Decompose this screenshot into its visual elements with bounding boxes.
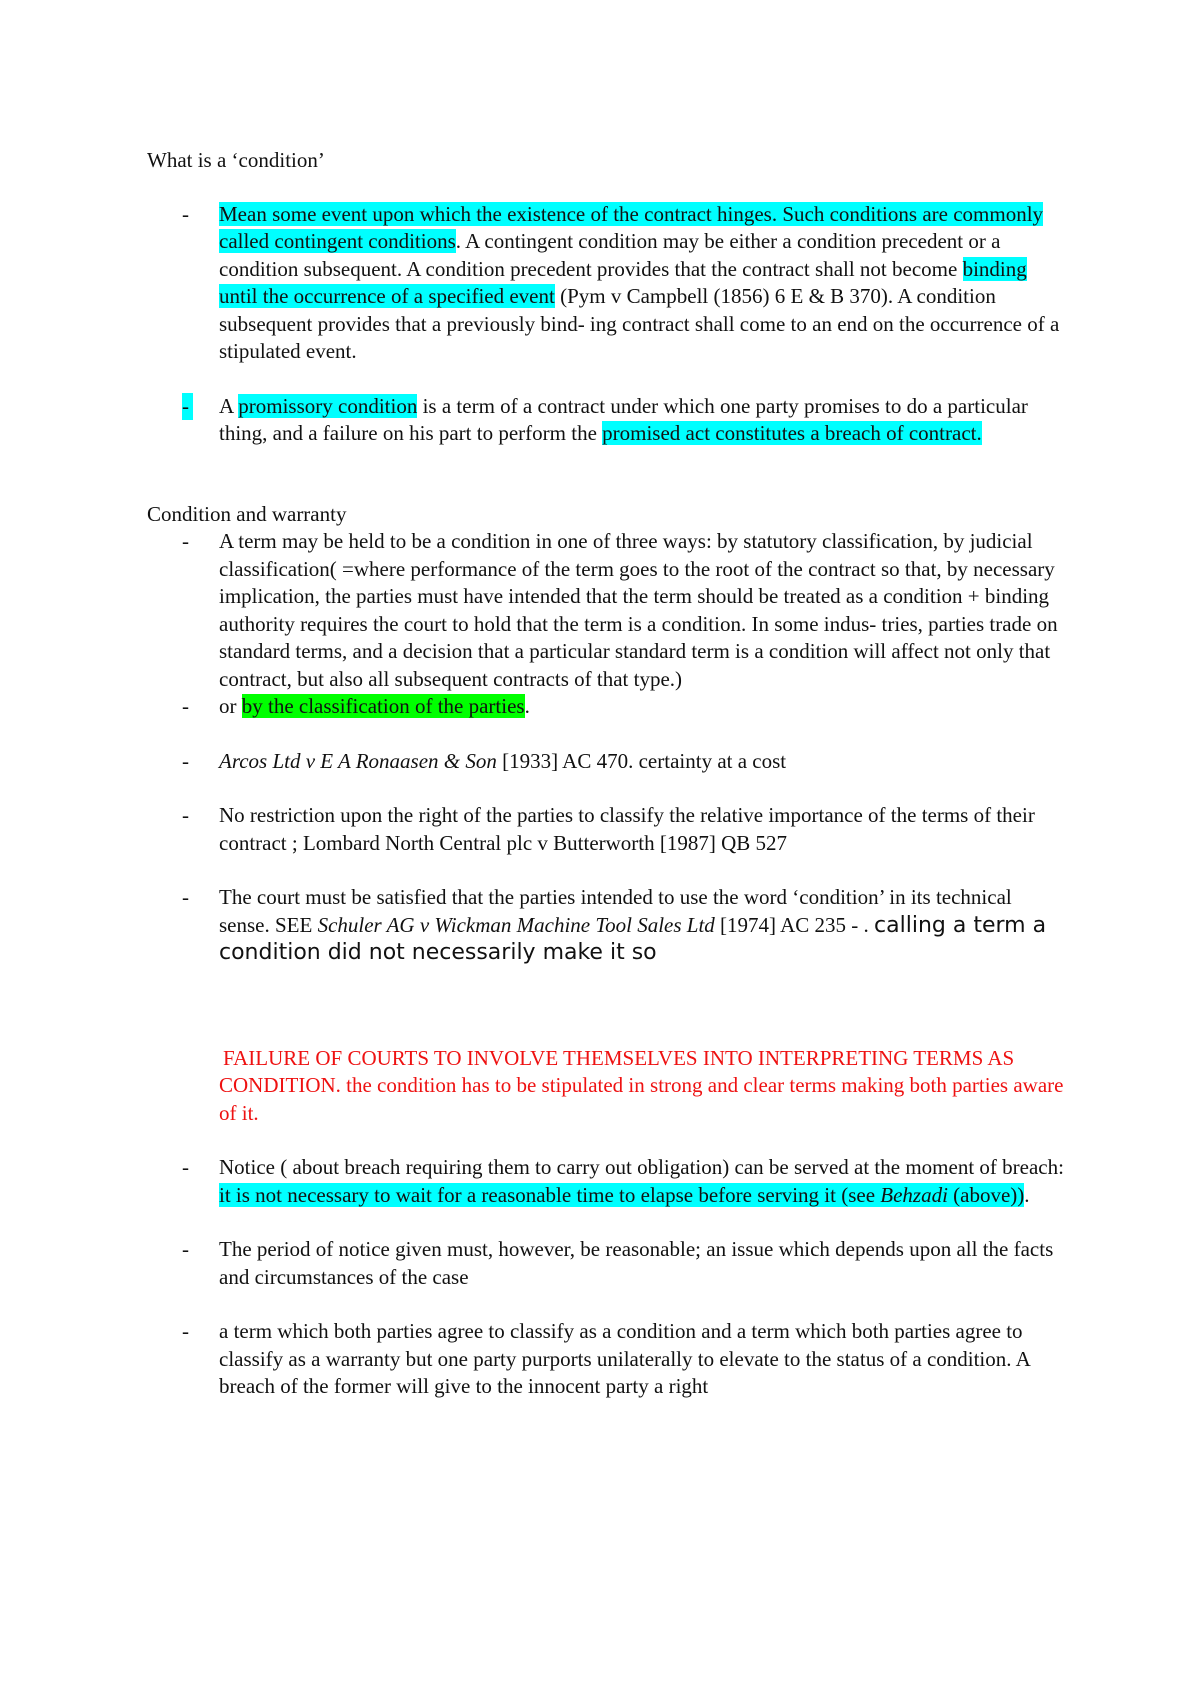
case-arcos: Arcos Ltd v E A Ronaasen & Son <box>219 748 497 773</box>
warranty-list <box>147 528 1067 967</box>
text-lombard: No restriction upon the right of the parties to classify the relative importance of the terms of their contract ; Lombard North Central plc v Butterworth [1987] QB 527 <box>219 803 1035 855</box>
bullet-dash: - <box>182 1319 189 1343</box>
text-promissory-2: is a term of a contract under which one party promises to do a particular thing, and a failure on his part to perform the <box>219 393 1028 445</box>
text-contingent-2: (Pym v Campbell (1856) 6 E & B 370). A condition subsequent provides that a previously bind- ing contract shall come to an end on the occurrence of a stipulated event. <box>219 284 1060 363</box>
highlight-promissory: promissory condition <box>238 393 418 418</box>
bullet-dash: - <box>182 529 189 553</box>
bullet-dash: - <box>182 885 189 909</box>
case-behzadi: Behzadi <box>880 1182 948 1207</box>
condition-list <box>147 201 1067 448</box>
text-or: or <box>219 694 242 718</box>
list-item-notice <box>147 1154 1067 1209</box>
case-schuler: Schuler AG v Wickman Machine Tool Sales Ltd <box>317 912 715 937</box>
list-item-promissory-condition <box>147 393 1067 448</box>
highlight-binding: binding until the occurrence of a specified event <box>219 256 1027 308</box>
text-contingent-1: . A contingent condition may be either a condition precedent or a condition subsequent. A condition precedent provides that the contract shall not become <box>219 229 1001 281</box>
text-notice-2: . <box>1024 1182 1030 1207</box>
highlight-contingent: Mean some event upon which the existence of the contract hinges. Such conditions are commonly called contingent conditions <box>219 201 1044 253</box>
text-term-both-parties: a term which both parties agree to classify as a condition and a term which both parties agree to classify as a warranty but one party purports unilaterally to elevate to the status of a condition. A breach of the former will give to the innocent party a right <box>219 1319 1030 1398</box>
text-period-notice: The period of notice given must, however, be reasonable; an issue which depends upon all the facts and circumstances of the case <box>219 1237 1054 1289</box>
text-promissory-1: A <box>219 393 239 418</box>
red-note-failure-of-courts <box>219 1045 1067 1128</box>
highlight-not-necessary: it is not necessary to wait for a reasonable time to elapse before serving it (see <box>219 1182 881 1207</box>
list-item-period-notice <box>147 1236 1067 1291</box>
bullet-dash: - <box>182 694 189 718</box>
list-item-contingent-condition <box>147 201 1067 366</box>
list-item-classification-parties <box>147 693 1067 721</box>
red-note-upper: FAILURE OF COURTS TO INVOLVE THEMSELVES INTO INTERPRETING TERMS AS CONDITION <box>219 1045 1015 1097</box>
bullet-dash: - <box>182 1155 189 1179</box>
highlight-breach: promised act constitutes a breach of contract. <box>602 421 982 445</box>
bullet-dash: - <box>182 1237 189 1261</box>
bullet-dash: - <box>182 393 193 421</box>
bullet-dash: - <box>182 201 189 226</box>
highlight-classification-parties: by the classification of the parties <box>241 694 525 718</box>
red-note-rest: . the condition has to be stipulated in strong and clear terms making both parties aware of it. <box>219 1073 1064 1125</box>
bullet-dash: - <box>182 803 189 827</box>
document-page <box>147 147 1067 1401</box>
list-item-arcos <box>147 748 1067 776</box>
text-three-ways: A term may be held to be a condition in one of three ways: by statutory classification, by judicial classification( =where performance of the term goes to the root of the contract so that, by necessary implication, the parties must have intended that the term should be treated as a condition + binding authority requires the court to hold that the term is a condition. In some indus- tries, parties trade on standard terms, and a decision that a particular standard term is a condition will affect not only that contract, but also all subsequent contracts of that type.) <box>219 529 1058 691</box>
list-item-schuler <box>147 884 1067 967</box>
highlight-above: (above)) <box>947 1182 1025 1207</box>
text-schuler-2: [1974] AC 235 - . <box>714 912 875 937</box>
heading-what-is-condition: What is a ‘condition’ <box>147 148 325 172</box>
list-item-lombard <box>147 802 1067 857</box>
text-notice-1: Notice ( about breach requiring them to carry out obligation) can be served at the moment of breach: <box>219 1155 1064 1179</box>
heading-condition-warranty: Condition and warranty <box>147 501 347 526</box>
bullet-dash: - <box>182 748 189 773</box>
list-item-three-ways <box>147 528 1067 693</box>
text-schuler-1: The court must be satisfied that the parties intended to use the word ‘condition’ in its technical sense. SEE <box>219 885 1012 937</box>
list-item-term-both-parties <box>147 1318 1067 1401</box>
text-arcos: [1933] AC 470. certainty at a cost <box>496 748 787 773</box>
text-calling-term: calling a term a condition did not necessarily make it so <box>219 912 1047 965</box>
notice-list <box>147 1154 1067 1401</box>
text-period: . <box>524 694 530 718</box>
